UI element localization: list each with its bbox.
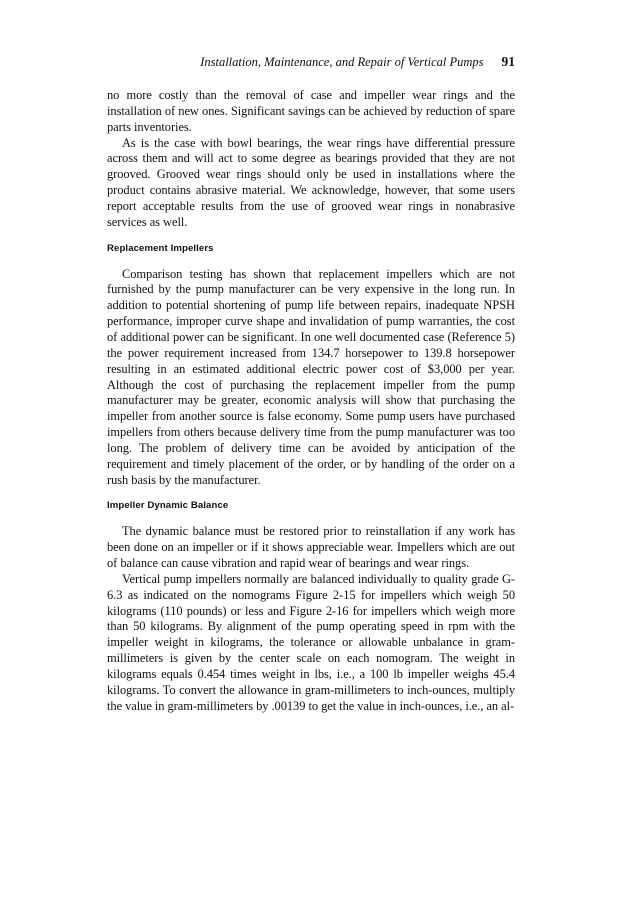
paragraph-wear-rings: As is the case with bowl bearings, the wear rings have differential pressure across them and will act to some degree as bearings provided that they are not grooved. Grooved wear rings should only be used in installations where the product contains abrasive material. We acknowledge, however, that some users report acceptable results from the use of grooved wear rings in nonabrasive services as well. (107, 135, 515, 229)
section-heading-replacement-impellers: Replacement Impellers (107, 242, 214, 254)
paragraph-dynamic-balance: The dynamic balance must be restored prior to reinstallation if any work has been done on an impeller or if it shows appreciable wear. Impellers which are out of balance can cause vibration and rapid wear of bearings and wear rings. (107, 524, 515, 571)
paragraph-balance-grade: Vertical pump impellers normally are balanced individually to quality grade G-6.3 as indicated on the nomograms Figure 2-15 for impellers which weigh 50 kilograms (110 pounds) or less and Figure 2-16 for impellers which weigh more than 50 kilograms. By alignment of the pump operating speed in rpm with the impeller weight in kilograms, the tolerance or allowable unbalance in gram-millimeters is given by the center scale on each nomogram. The weight in kilograms equals 0.454 times weight in lbs, i.e., a 100 lb impeller weighs 45.4 kilograms. To convert the allowance in gram-millimeters to inch-ounces, multiply the value in gram-millimeters by .00139 to get the value in inch-ounces, i.e., an al- (107, 571, 515, 713)
book-page (107, 54, 515, 715)
section-heading-impeller-dynamic-balance: Impeller Dynamic Balance (107, 500, 229, 512)
paragraph-continuation: no more costly than the removal of case and impeller wear rings and the installation of new ones. Significant savings can be achieved by reduction of spare parts inventories. (107, 88, 515, 134)
paragraph-replacement-impellers: Comparison testing has shown that replacement impellers which are not furnished by the pump manufacturer can be very expensive in the long run. In addition to potential shortening of pump life between repairs, inadequate NPSH performance, improper curve shape and invalidation of pump warranties, the cost of additional power can be significant. In one well documented case (Reference 5) the power requirement increased from 134.7 horsepower to 139.8 horsepower resulting in an estimated additional electric power cost of $3,000 per year. Although the cost of purchasing the replacement impeller from the pump manufacturer may be greater, economic analysis will show that purchasing the impeller from another source is false economy. Some pump users have purchased impellers from others because delivery time from the pump manufacturer was too long. The problem of delivery time can be avoided by anticipation of the requirement and timely placement of the order, or by handling of the order on a rush basis by the manufacturer. (107, 266, 515, 487)
running-header (107, 54, 515, 74)
page-number: 91 (501, 54, 515, 69)
running-title: Installation, Maintenance, and Repair of Vertical Pumps (200, 55, 484, 69)
